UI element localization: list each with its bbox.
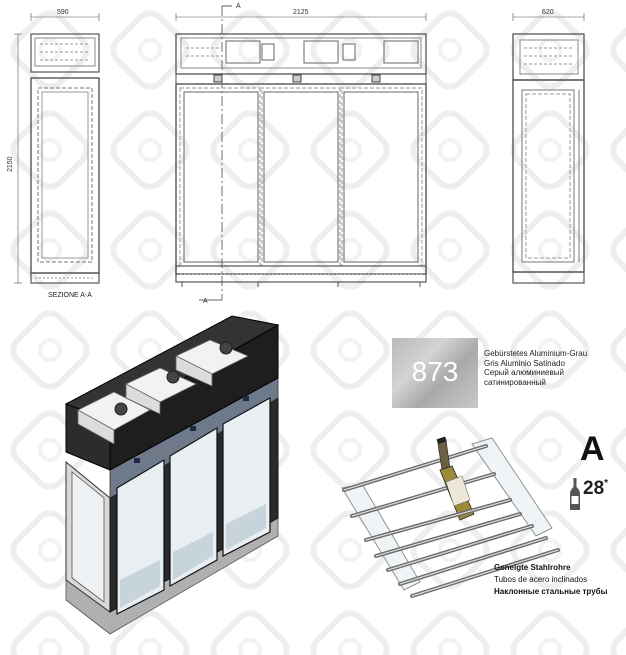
shelf-caption-ru: Наклонные стальные трубы [494, 587, 608, 596]
side-depth-label: 590 [57, 9, 69, 16]
wine-bottle-icon [570, 478, 580, 510]
bottle-count-note: * [604, 478, 609, 489]
section-marker-top: A [236, 3, 241, 10]
bottle-count-value: 28 [583, 478, 605, 499]
finish-description [484, 349, 587, 387]
section-marker-bottom: A [203, 298, 208, 305]
shelf-caption [494, 562, 607, 598]
finish-line-ru-2: сатинированный [484, 377, 546, 387]
finish-line-ru-1: Серый алюминиевый [484, 368, 564, 377]
finish-swatch [392, 338, 478, 408]
shelf-caption-es: Tubos de acero inclinados [494, 575, 588, 584]
finish-line-es: Gris Aluminio Satinado [484, 358, 565, 368]
front-width-label: 2125 [293, 9, 309, 16]
finish-code: 873 [411, 356, 459, 387]
height-label: 2150 [7, 156, 14, 172]
finish-line-de: Gebürstetes Aluminium-Grau [484, 349, 588, 358]
shelf-caption-de: Geneigte Stahlrohre [494, 563, 571, 572]
energy-class: A [580, 430, 605, 468]
section-label: SEZIONE A-A [48, 292, 92, 299]
bottle-capacity [570, 478, 608, 510]
rear-depth-label: 620 [542, 9, 554, 16]
